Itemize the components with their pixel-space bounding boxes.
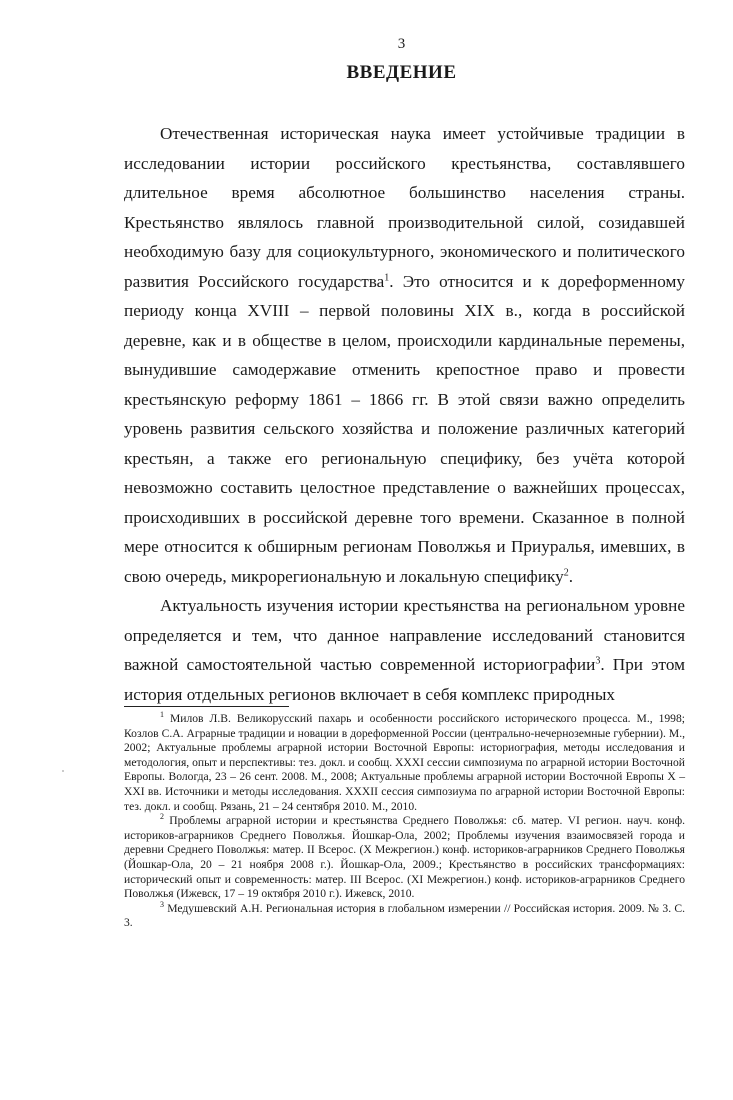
paragraph-1-text-b: . Это относится и к дореформенному периоду конца XVIII – первой половины XIX в., когда в российской деревне, как и в обществе в целом, происходили кардинальные перемены, вынудившие самодержавие отменить крепостное право и провести крестьянскую реформу 1861 – 1866 гг. В этой связи важно определить уровень развития сельского хозяйства и положение различных категорий крестьян, а также его региональную специфику, без учёта которой невозможно составить целостное представление о важнейших процессах, происходивших в российской деревне того времени. Сказанное в полной мере относится к обширным регионам Поволжья и Приуралья, имевших, в свою очередь, микрорегиональную и локальную специфику xyxy=(124,271,685,586)
footnote-ref-1[interactable]: 1 xyxy=(384,271,390,283)
footnote-separator xyxy=(124,706,289,707)
footnote-ref-2[interactable]: 2 xyxy=(563,566,569,578)
page-number: 3 xyxy=(397,36,406,52)
paragraph-2-text-a: Актуальность изучения истории крестьянства на региональном уровне определяется и тем, что данное направление исследований становится важной самостоятельной частью современной историографии xyxy=(124,596,685,674)
page-title: ВВЕДЕНИЕ xyxy=(346,62,457,83)
footnotes xyxy=(124,712,685,931)
paragraph-1 xyxy=(124,119,685,591)
paragraph-1-text-a: Отечественная историческая наука имеет устойчивые традиции в исследовании истории российского крестьянства, составлявшего длительное время абсолютное большинство населения страны. Крестьянство являлось главной производительной силой, созидавшей необходимую базу для социокультурного, экономического и политического развития Российского государства xyxy=(124,124,685,291)
footnote-number: 3 xyxy=(160,899,164,909)
footnote-ref-3[interactable]: 3 xyxy=(595,655,601,667)
footnote-number: 1 xyxy=(160,710,164,720)
footnote-number: 2 xyxy=(160,812,164,822)
scan-speck xyxy=(62,770,64,772)
footnote-3 xyxy=(124,899,685,931)
paragraph-2 xyxy=(124,591,685,709)
main-text xyxy=(124,119,685,709)
footnote-text: Медушевский А.Н. Региональная история в глобальном измерении // Российская история. 2009. № 3. С. 3. xyxy=(124,901,685,930)
footnote-1 xyxy=(124,712,685,814)
footnote-text: Милов Л.В. Великорусский пахарь и особенности российского исторического процесса. М., 1998; Козлов С.А. Аграрные традиции и новации в дореформенной России (центрально-нечерноземные губернии). М., 2002; Актуальные проблемы аграрной истории Восточной Европы: историография, методы исследования и методология, опыт и перспективы: тез. докл. и сообщ. XXXI сессии симпозиума по аграрной истории Восточной Европы. Вологда, 23 – 26 сент. 2008. М., 2008; Актуальные проблемы аграрной истории Восточной Европы X – XXI вв. Источники и методы исследования. XXXII сессия симпозиума по аграрной истории Восточной Европы: тез. докл. и сообщ. Рязань, 21 – 24 сентября 2010. М., 2010. xyxy=(124,712,685,813)
footnote-text: Проблемы аграрной истории и крестьянства Среднего Поволжья: сб. матер. VI регион. науч. конф. историков-аграрников Среднего Поволжья. Йошкар-Ола, 2002; Проблемы изучения взаимосвязей города и деревни Среднего Поволжья: матер. II Всерос. (X Межрегион.) конф. историков-аграрников Среднего Поволжья (Йошкар-Ола, 20 – 21 ноября 2008 г.). Йошкар-Ола, 2009.; Крестьянство в российских трансформациях: исторический опыт и современность: матер. III Всерос. (XI Межрегион.) конф. историков-аграрников Среднего Поволжья (Ижевск, 17 – 19 октября 2010 г.). Ижевск, 2010. xyxy=(124,814,685,901)
footnote-2 xyxy=(124,814,685,902)
paragraph-1-text-c: . xyxy=(568,566,574,586)
paragraph-2-text-b: . При этом история отдельных регионов включает в себя комплекс природных xyxy=(124,655,685,704)
